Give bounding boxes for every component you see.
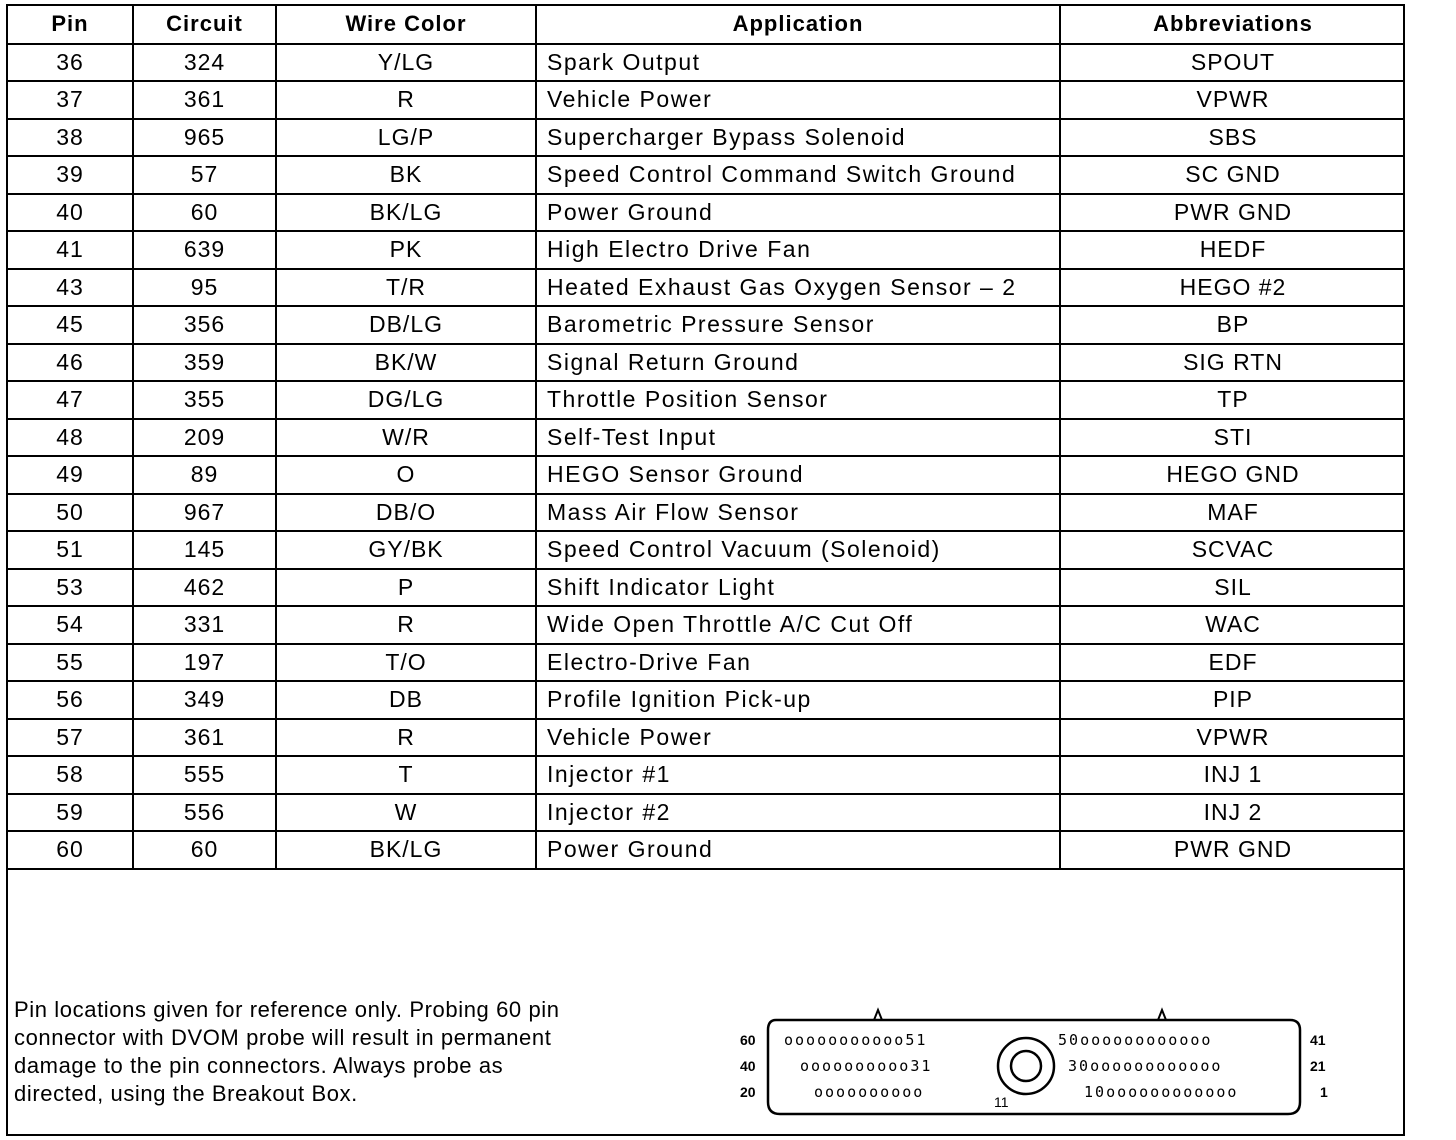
- table-row: [8, 644, 1405, 682]
- table-row: [8, 419, 1405, 457]
- cell-pin: 41: [8, 231, 133, 269]
- pin-label-41: 41: [1310, 1032, 1326, 1048]
- cell-pin: 48: [8, 419, 133, 457]
- pin-label-1: 1: [1320, 1084, 1328, 1100]
- pin-label-51: 51: [905, 1031, 928, 1049]
- cell-wire-color: W/R: [276, 419, 536, 457]
- cell-wire-color: DG/LG: [276, 381, 536, 419]
- cell-abbreviation: SPOUT: [1060, 44, 1405, 82]
- table-row: [8, 44, 1405, 82]
- table-row: [8, 194, 1405, 232]
- cell-abbreviation: PWR GND: [1060, 831, 1405, 869]
- pin-chart-sheet: [6, 4, 1405, 1136]
- table-row: [8, 119, 1405, 157]
- cell-application: Speed Control Command Switch Ground: [536, 156, 1060, 194]
- cell-circuit: 60: [133, 831, 276, 869]
- header-abbreviations: Abbreviations: [1060, 6, 1405, 44]
- cell-abbreviation: HEDF: [1060, 231, 1405, 269]
- cell-abbreviation: INJ 2: [1060, 794, 1405, 832]
- cell-circuit: 639: [133, 231, 276, 269]
- table-row: [8, 756, 1405, 794]
- cell-wire-color: R: [276, 81, 536, 119]
- cell-pin: 58: [8, 756, 133, 794]
- pin-label-11: 11: [994, 1094, 1009, 1110]
- table-row: [8, 269, 1405, 307]
- pin-label-20: 20: [740, 1084, 756, 1100]
- table-row: [8, 681, 1405, 719]
- cell-wire-color: BK/W: [276, 344, 536, 382]
- cell-pin: 53: [8, 569, 133, 607]
- table-row: [8, 569, 1405, 607]
- cell-abbreviation: VPWR: [1060, 81, 1405, 119]
- cell-circuit: 324: [133, 44, 276, 82]
- cell-circuit: 361: [133, 719, 276, 757]
- cell-abbreviation: HEGO #2: [1060, 269, 1405, 307]
- cell-application: Vehicle Power: [536, 81, 1060, 119]
- cell-application: Electro-Drive Fan: [536, 644, 1060, 682]
- probe-warning-note: [14, 996, 674, 1108]
- cell-abbreviation: SCVAC: [1060, 531, 1405, 569]
- cell-application: Injector #2: [536, 794, 1060, 832]
- cell-wire-color: P: [276, 569, 536, 607]
- note-line: damage to the pin connectors. Always probe as: [14, 1053, 504, 1078]
- table-row: [8, 306, 1405, 344]
- pin-row-top-left: ooooooooooo51: [784, 1031, 928, 1049]
- cell-abbreviation: INJ 1: [1060, 756, 1405, 794]
- table-row: [8, 456, 1405, 494]
- cell-wire-color: BK/LG: [276, 194, 536, 232]
- cell-wire-color: R: [276, 719, 536, 757]
- cell-circuit: 197: [133, 644, 276, 682]
- cell-pin: 55: [8, 644, 133, 682]
- cell-circuit: 967: [133, 494, 276, 532]
- cell-wire-color: R: [276, 606, 536, 644]
- cell-application: Shift Indicator Light: [536, 569, 1060, 607]
- cell-wire-color: W: [276, 794, 536, 832]
- table-header-row: [8, 6, 1405, 44]
- cell-application: Self-Test Input: [536, 419, 1060, 457]
- cell-abbreviation: VPWR: [1060, 719, 1405, 757]
- cell-application: Speed Control Vacuum (Solenoid): [536, 531, 1060, 569]
- connector-diagram: [728, 1006, 1348, 1126]
- header-pin: Pin: [8, 6, 133, 44]
- pin-table: [8, 6, 1405, 870]
- cell-application: Spark Output: [536, 44, 1060, 82]
- cell-abbreviation: SC GND: [1060, 156, 1405, 194]
- cell-abbreviation: PWR GND: [1060, 194, 1405, 232]
- pin-label-30: 30: [1068, 1057, 1091, 1075]
- table-row: [8, 831, 1405, 869]
- cell-wire-color: DB: [276, 681, 536, 719]
- cell-circuit: 209: [133, 419, 276, 457]
- table-row: [8, 231, 1405, 269]
- cell-wire-color: T: [276, 756, 536, 794]
- cell-circuit: 356: [133, 306, 276, 344]
- cell-wire-color: DB/LG: [276, 306, 536, 344]
- table-row: [8, 606, 1405, 644]
- cell-pin: 45: [8, 306, 133, 344]
- cell-abbreviation: WAC: [1060, 606, 1405, 644]
- cell-circuit: 57: [133, 156, 276, 194]
- cell-circuit: 95: [133, 269, 276, 307]
- pin-label-40: 40: [740, 1058, 756, 1074]
- cell-abbreviation: SIG RTN: [1060, 344, 1405, 382]
- note-line: Pin locations given for reference only. Probing 60 pin: [14, 997, 560, 1022]
- cell-pin: 49: [8, 456, 133, 494]
- cell-application: Signal Return Ground: [536, 344, 1060, 382]
- cell-wire-color: BK: [276, 156, 536, 194]
- pin-label-10: 10: [1084, 1083, 1107, 1101]
- cell-circuit: 89: [133, 456, 276, 494]
- cell-pin: 37: [8, 81, 133, 119]
- table-row: [8, 719, 1405, 757]
- cell-application: HEGO Sensor Ground: [536, 456, 1060, 494]
- cell-circuit: 349: [133, 681, 276, 719]
- cell-application: Barometric Pressure Sensor: [536, 306, 1060, 344]
- cell-wire-color: GY/BK: [276, 531, 536, 569]
- cell-circuit: 60: [133, 194, 276, 232]
- cell-circuit: 331: [133, 606, 276, 644]
- cell-abbreviation: PIP: [1060, 681, 1405, 719]
- pin-row-mid-right: 30oooooooooooo: [1068, 1057, 1223, 1075]
- cell-application: Power Ground: [536, 831, 1060, 869]
- cell-circuit: 359: [133, 344, 276, 382]
- cell-application: Wide Open Throttle A/C Cut Off: [536, 606, 1060, 644]
- cell-pin: 59: [8, 794, 133, 832]
- table-row: [8, 344, 1405, 382]
- table-row: [8, 794, 1405, 832]
- cell-pin: 51: [8, 531, 133, 569]
- cell-application: Supercharger Bypass Solenoid: [536, 119, 1060, 157]
- pin-label-60: 60: [740, 1032, 756, 1048]
- cell-wire-color: O: [276, 456, 536, 494]
- cell-pin: 54: [8, 606, 133, 644]
- table-row: [8, 156, 1405, 194]
- cell-circuit: 355: [133, 381, 276, 419]
- cell-pin: 50: [8, 494, 133, 532]
- cell-application: Injector #1: [536, 756, 1060, 794]
- cell-abbreviation: STI: [1060, 419, 1405, 457]
- cell-pin: 38: [8, 119, 133, 157]
- cell-circuit: 555: [133, 756, 276, 794]
- cell-abbreviation: EDF: [1060, 644, 1405, 682]
- table-row: [8, 531, 1405, 569]
- cell-wire-color: DB/O: [276, 494, 536, 532]
- cell-abbreviation: TP: [1060, 381, 1405, 419]
- cell-abbreviation: HEGO GND: [1060, 456, 1405, 494]
- pin-label-31: 31: [910, 1057, 933, 1075]
- cell-abbreviation: SBS: [1060, 119, 1405, 157]
- cell-pin: 60: [8, 831, 133, 869]
- cell-wire-color: PK: [276, 231, 536, 269]
- table-row: [8, 381, 1405, 419]
- cell-pin: 56: [8, 681, 133, 719]
- cell-wire-color: BK/LG: [276, 831, 536, 869]
- cell-pin: 40: [8, 194, 133, 232]
- header-circuit: Circuit: [133, 6, 276, 44]
- cell-pin: 39: [8, 156, 133, 194]
- cell-pin: 43: [8, 269, 133, 307]
- note-line: directed, using the Breakout Box.: [14, 1081, 358, 1106]
- cell-wire-color: T/O: [276, 644, 536, 682]
- cell-pin: 36: [8, 44, 133, 82]
- cell-wire-color: LG/P: [276, 119, 536, 157]
- cell-application: Heated Exhaust Gas Oxygen Sensor – 2: [536, 269, 1060, 307]
- cell-application: Power Ground: [536, 194, 1060, 232]
- pin-label-50: 50: [1058, 1031, 1081, 1049]
- pin-row-bottom-right: 10oooooooooooo: [1084, 1083, 1239, 1101]
- cell-abbreviation: SIL: [1060, 569, 1405, 607]
- cell-pin: 57: [8, 719, 133, 757]
- cell-circuit: 462: [133, 569, 276, 607]
- cell-application: Vehicle Power: [536, 719, 1060, 757]
- header-wire-color: Wire Color: [276, 6, 536, 44]
- cell-wire-color: T/R: [276, 269, 536, 307]
- cell-pin: 47: [8, 381, 133, 419]
- cell-application: Profile Ignition Pick-up: [536, 681, 1060, 719]
- cell-circuit: 965: [133, 119, 276, 157]
- cell-wire-color: Y/LG: [276, 44, 536, 82]
- cell-circuit: 361: [133, 81, 276, 119]
- table-row: [8, 81, 1405, 119]
- cell-application: High Electro Drive Fan: [536, 231, 1060, 269]
- table-body: [8, 44, 1405, 869]
- cell-pin: 46: [8, 344, 133, 382]
- pin-row-bottom-left: oooooooooo: [814, 1083, 925, 1101]
- header-application: Application: [536, 6, 1060, 44]
- table-row: [8, 494, 1405, 532]
- cell-abbreviation: MAF: [1060, 494, 1405, 532]
- pin-row-mid-left: oooooooooo31: [800, 1057, 933, 1075]
- note-line: connector with DVOM probe will result in permanent: [14, 1025, 552, 1050]
- pin-label-21: 21: [1310, 1058, 1326, 1074]
- cell-abbreviation: BP: [1060, 306, 1405, 344]
- pin-row-top-right: 50oooooooooooo: [1058, 1031, 1213, 1049]
- cell-application: Throttle Position Sensor: [536, 381, 1060, 419]
- cell-application: Mass Air Flow Sensor: [536, 494, 1060, 532]
- cell-circuit: 145: [133, 531, 276, 569]
- cell-circuit: 556: [133, 794, 276, 832]
